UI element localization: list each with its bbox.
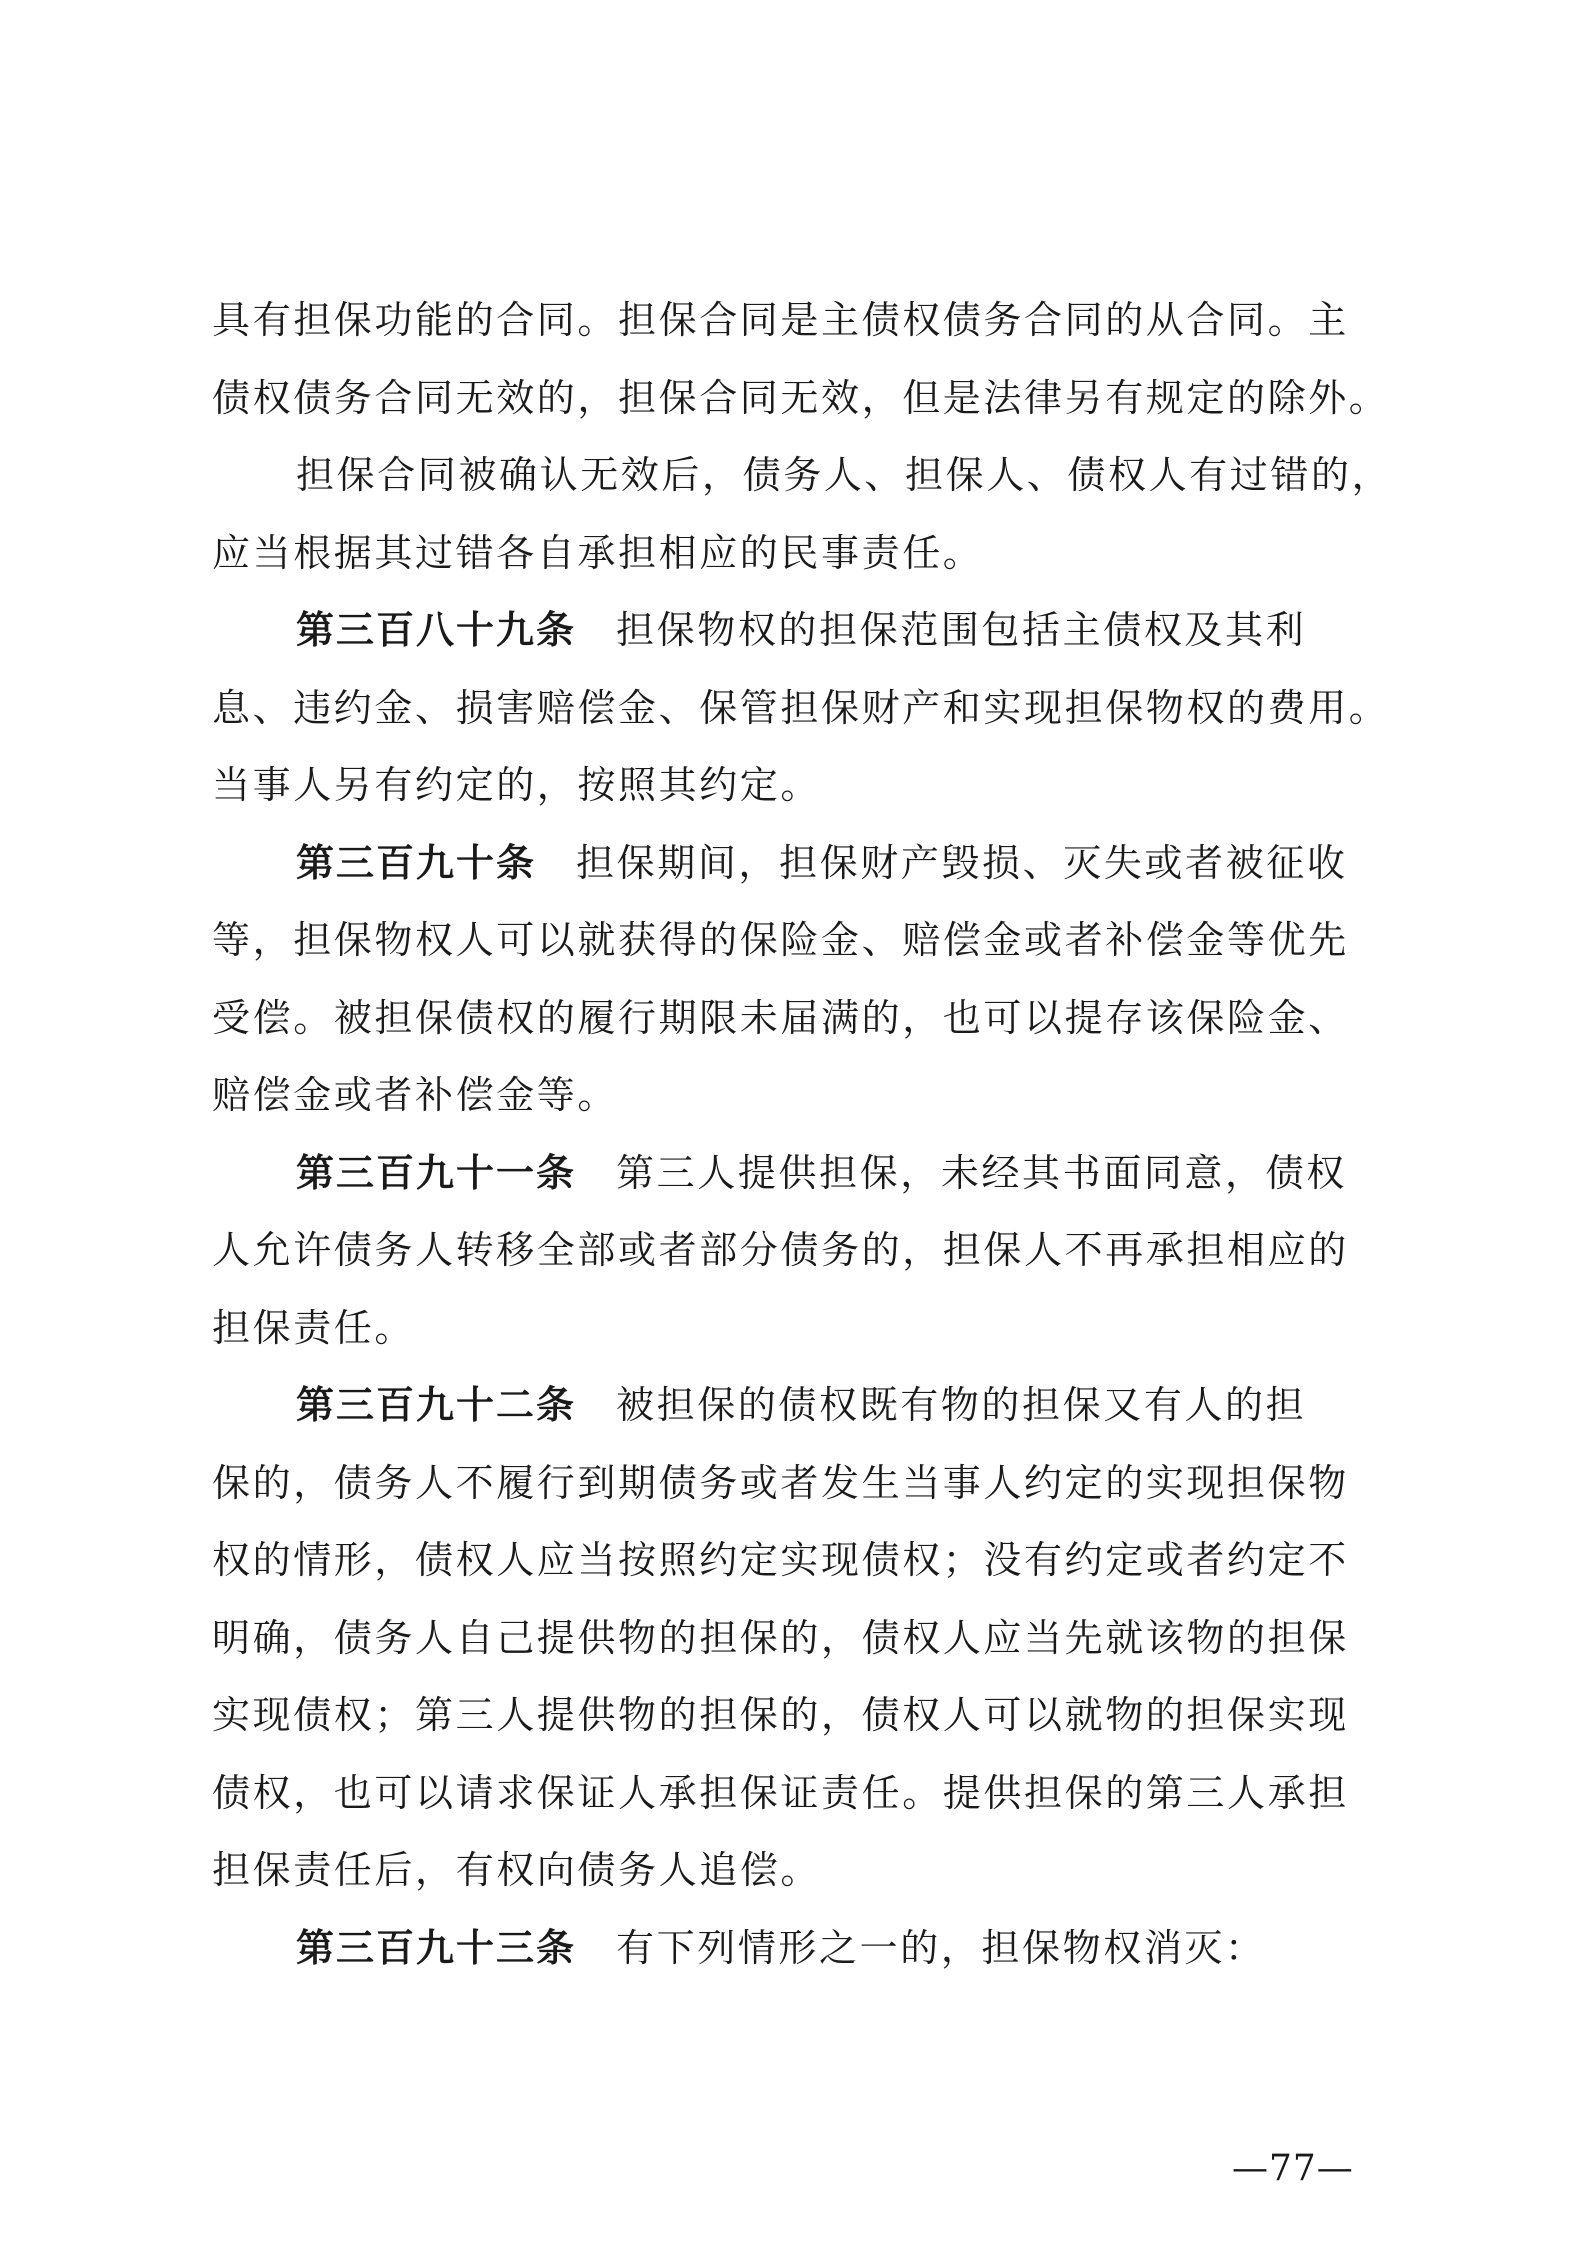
text-line: 等，担保物权人可以就获得的保险金、赔偿金或者补偿金等优先 — [212, 918, 1349, 962]
text-line: 受偿。被担保债权的履行期限未届满的，也可以提存该保险金、 — [212, 995, 1349, 1040]
article-390 — [212, 825, 1392, 903]
body-text — [212, 282, 1392, 1987]
article-392 — [212, 1367, 1392, 1445]
article-389 — [212, 592, 1392, 670]
text-line: 保的，债务人不履行到期债务或者发生当事人约定的实现担保物 — [212, 1460, 1349, 1505]
article-heading: 第三百九十条 — [296, 840, 537, 885]
text-line: 明确，债务人自己提供物的担保的，债权人应当先就该物的担保 — [212, 1615, 1349, 1660]
article-393 — [212, 1910, 1392, 1988]
text-line: 应当根据其过错各自承担相应的民事责任。 — [212, 530, 984, 575]
article-text: 有下列情形之一的，担保物权消灭： — [616, 1925, 1266, 1970]
text-line: 债权债务合同无效的，担保合同无效，但是法律另有规定的除外。 — [212, 375, 1390, 420]
article-text: 担保期间，担保财产毁损、灭失或者被征收 — [576, 840, 1348, 885]
article-heading: 第三百八十九条 — [296, 608, 577, 652]
article-text: 担保物权的担保范围包括主债权及其利 — [616, 608, 1307, 652]
article-heading: 第三百九十一条 — [296, 1150, 577, 1195]
text-line: 担保责任。 — [212, 1305, 416, 1350]
article-391 — [212, 1135, 1392, 1213]
article-text: 被担保的债权既有物的担保又有人的担 — [616, 1383, 1307, 1427]
paragraph-start: 担保合同被确认无效后，债务人、担保人、债权人有过错的， — [296, 453, 1393, 497]
text-line: 债权，也可以请求保证人承担保证责任。提供担保的第三人承担 — [212, 1770, 1349, 1815]
text-line: 权的情形，债权人应当按照约定实现债权；没有约定或者约定不 — [212, 1538, 1349, 1582]
article-heading: 第三百九十二条 — [296, 1383, 577, 1427]
text-line: 人允许债务人转移全部或者部分债务的，担保人不再承担相应的 — [212, 1228, 1349, 1272]
text-line: 当事人另有约定的，按照其约定。 — [212, 763, 822, 807]
text-line: 赔偿金或者补偿金等。 — [212, 1073, 619, 1117]
text-line: 具有担保功能的合同。担保合同是主债权债务合同的从合同。主 — [212, 298, 1349, 342]
text-line: 实现债权；第三人提供物的担保的，债权人可以就物的担保实现 — [212, 1693, 1349, 1737]
text-line: 担保责任后，有权向债务人追偿。 — [212, 1848, 822, 1892]
page-number: —77— — [1232, 2148, 1354, 2189]
text-line: 息、违约金、损害赔偿金、保管担保财产和实现担保物权的费用。 — [212, 685, 1390, 730]
article-heading: 第三百九十三条 — [296, 1925, 577, 1970]
article-text: 第三人提供担保，未经其书面同意，债权 — [616, 1150, 1347, 1195]
